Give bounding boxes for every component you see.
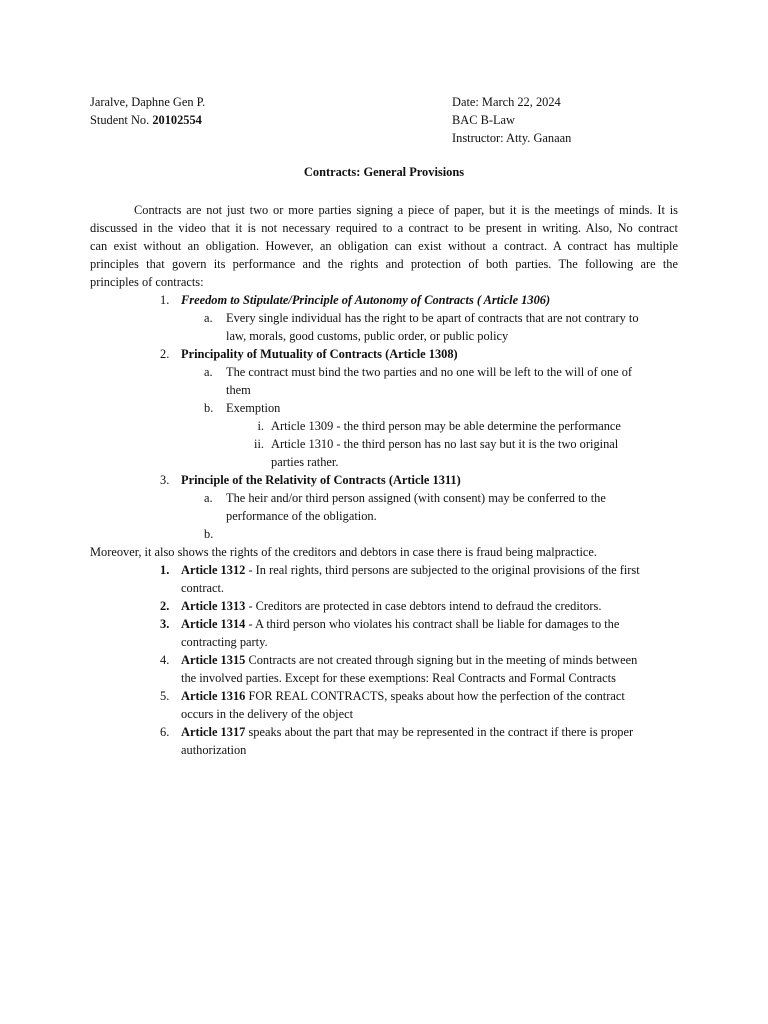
principle-number: 1. [160,293,170,307]
article-ref: Article 1317 [181,725,246,739]
article-number: 5. [160,689,170,703]
article-line [181,651,637,669]
article-text: - In real rights, third persons are subjected to the original provisions of the first [245,563,640,577]
article-text: - A third person who violates his contract shall be liable for damages to the [245,617,620,631]
article-line [181,597,601,615]
sub-label: a. [204,365,213,379]
article-ref: Article 1312 [181,563,246,577]
sub-label: b. [204,401,214,415]
article-text: contracting party. [181,635,268,649]
moreover-paragraph: Moreover, it also shows the rights of the creditors and debtors in case there is fraud being malpractice. [90,545,598,559]
intro-line: can exist without an obligation. However, an obligation can exist without a contract. A contract has multiple [90,239,678,253]
article-text: contract. [181,581,224,595]
article-text: - Creditors are protected in case debtors intend to defraud the creditors. [245,599,602,613]
subsub-label: ii. [254,437,264,451]
date: Date: March 22, 2024 [452,95,561,109]
sub-text: performance of the obligation. [226,509,377,523]
header-left [90,93,205,129]
subsub-text: Article 1310 - the third person has no last say but it is the two original [271,437,619,451]
sub-text: Exemption [226,401,281,415]
article-text: occurs in the delivery of the object [181,707,354,721]
article-ref: Article 1315 [181,653,246,667]
article-number: 4. [160,653,170,667]
subsub-text: parties rather. [271,455,339,469]
student-no: 20102554 [152,113,202,127]
article-ref: Article 1316 [181,689,246,703]
article-text: authorization [181,743,247,757]
article-text: the involved parties. Except for these exemptions: Real Contracts and Formal Contracts [181,671,616,685]
sub-label: a. [204,311,213,325]
principle-title: Freedom to Stipulate/Principle of Autonomy of Contracts ( Article 1306) [181,293,551,307]
intro-line: Contracts are not just two or more parties signing a piece of paper, but it is the meetings of minds. It is [134,203,678,217]
article-line [181,615,619,633]
article-ref: Article 1313 [181,599,246,613]
article-number: 2. [160,599,170,613]
course: BAC B-Law [452,113,515,127]
sub-text: them [226,383,251,397]
sub-label: b. [204,527,214,541]
sub-text: The heir and/or third person assigned (with consent) may be conferred to the [226,491,606,505]
document-title: Contracts: General Provisions [303,165,465,179]
header-right [452,93,571,147]
principle-number: 3. [160,473,170,487]
sub-text: The contract must bind the two parties and no one will be left to the will of one of [226,365,633,379]
article-ref: Article 1314 [181,617,246,631]
principle-title: Principality of Mutuality of Contracts (Article 1308) [181,347,458,361]
intro-line: principles of contracts: [90,275,204,289]
intro-line: principles that govern its performance and the rights and protection of both parties. The following are the [90,257,678,271]
article-line [181,723,633,741]
instructor: Instructor: Atty. Ganaan [452,131,572,145]
article-text: Contracts are not created through signing but in the meeting of minds between [245,653,638,667]
article-line [181,687,625,705]
principle-title: Principle of the Relativity of Contracts (Article 1311) [181,473,461,487]
sub-text: law, morals, good customs, public order, or public policy [226,329,509,343]
article-number: 6. [160,725,170,739]
article-text: FOR REAL CONTRACTS, speaks about how the perfection of the contract [245,689,625,703]
subsub-label: i. [257,419,264,433]
article-text: speaks about the part that may be represented in the contract if there is proper [245,725,634,739]
sub-text: Every single individual has the right to be apart of contracts that are not contrary to [226,311,639,325]
sub-label: a. [204,491,213,505]
student-number-line [90,111,205,129]
intro-line: discussed in the video that it is not necessary required to a contract to be present in writing. Also, No contract [90,221,678,235]
subsub-text: Article 1309 - the third person may be able determine the performance [271,419,621,433]
principle-number: 2. [160,347,170,361]
student-no-label: Student No. [90,113,150,127]
student-name: Jaralve, Daphne Gen P. [90,95,206,109]
article-number: 1. [160,563,170,577]
article-line [181,561,640,579]
article-number: 3. [160,617,170,631]
intro-paragraph [90,201,678,291]
